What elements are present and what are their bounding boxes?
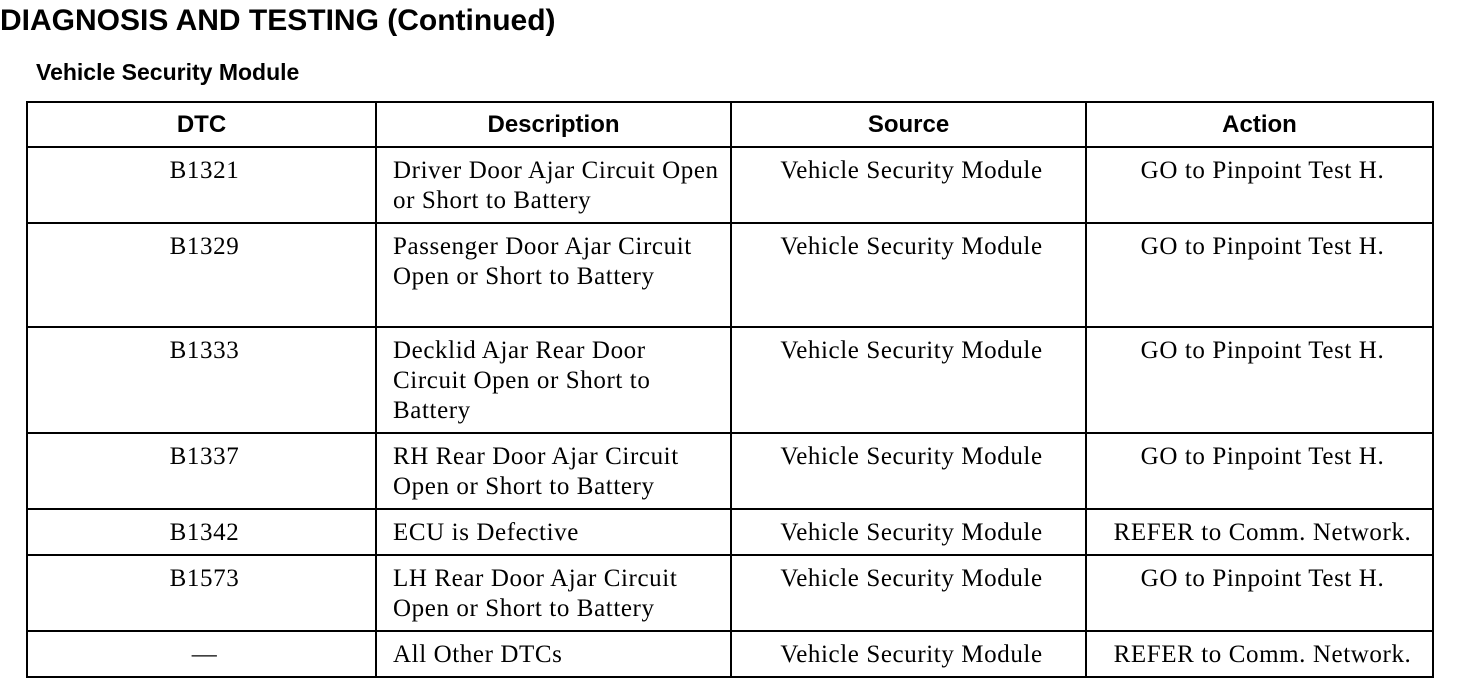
table-row — [27, 223, 1433, 327]
dtc-cell: B1342 — [27, 509, 376, 555]
dtc-table — [26, 101, 1434, 678]
column-header-action: Action — [1086, 102, 1433, 147]
page-title: DIAGNOSIS AND TESTING (Continued) — [0, 4, 556, 37]
description-cell: Passenger Door Ajar Circuit Open or Short to Battery — [376, 223, 731, 327]
dtc-cell: B1321 — [27, 147, 376, 223]
source-cell: Vehicle Security Module — [731, 509, 1086, 555]
action-cell: REFER to Comm. Network. — [1086, 631, 1433, 677]
source-cell: Vehicle Security Module — [731, 223, 1086, 327]
action-cell: GO to Pinpoint Test H. — [1086, 223, 1433, 327]
description-cell: LH Rear Door Ajar Circuit Open or Short to Battery — [376, 555, 731, 631]
source-cell: Vehicle Security Module — [731, 147, 1086, 223]
dtc-cell: — — [27, 631, 376, 677]
column-header-dtc: DTC — [27, 102, 376, 147]
table-row — [27, 327, 1433, 433]
description-cell: RH Rear Door Ajar Circuit Open or Short to Battery — [376, 433, 731, 509]
section-title: Vehicle Security Module — [36, 59, 300, 85]
table-row — [27, 555, 1433, 631]
table-header-row — [27, 102, 1433, 147]
action-cell: GO to Pinpoint Test H. — [1086, 433, 1433, 509]
column-header-description: Description — [376, 102, 731, 147]
description-cell: All Other DTCs — [376, 631, 731, 677]
dtc-cell: B1329 — [27, 223, 376, 327]
dtc-cell: B1573 — [27, 555, 376, 631]
description-cell: Decklid Ajar Rear Door Circuit Open or Short to Battery — [376, 327, 731, 433]
action-cell: GO to Pinpoint Test H. — [1086, 555, 1433, 631]
action-cell: GO to Pinpoint Test H. — [1086, 327, 1433, 433]
source-cell: Vehicle Security Module — [731, 433, 1086, 509]
action-cell: REFER to Comm. Network. — [1086, 509, 1433, 555]
source-cell: Vehicle Security Module — [731, 555, 1086, 631]
description-cell: Driver Door Ajar Circuit Open or Short to Battery — [376, 147, 731, 223]
action-cell: GO to Pinpoint Test H. — [1086, 147, 1433, 223]
table-row — [27, 509, 1433, 555]
description-cell: ECU is Defective — [376, 509, 731, 555]
table-row — [27, 147, 1433, 223]
dtc-cell: B1333 — [27, 327, 376, 433]
table-row — [27, 631, 1433, 677]
table-row — [27, 433, 1433, 509]
column-header-source: Source — [731, 102, 1086, 147]
dtc-cell: B1337 — [27, 433, 376, 509]
source-cell: Vehicle Security Module — [731, 631, 1086, 677]
source-cell: Vehicle Security Module — [731, 327, 1086, 433]
